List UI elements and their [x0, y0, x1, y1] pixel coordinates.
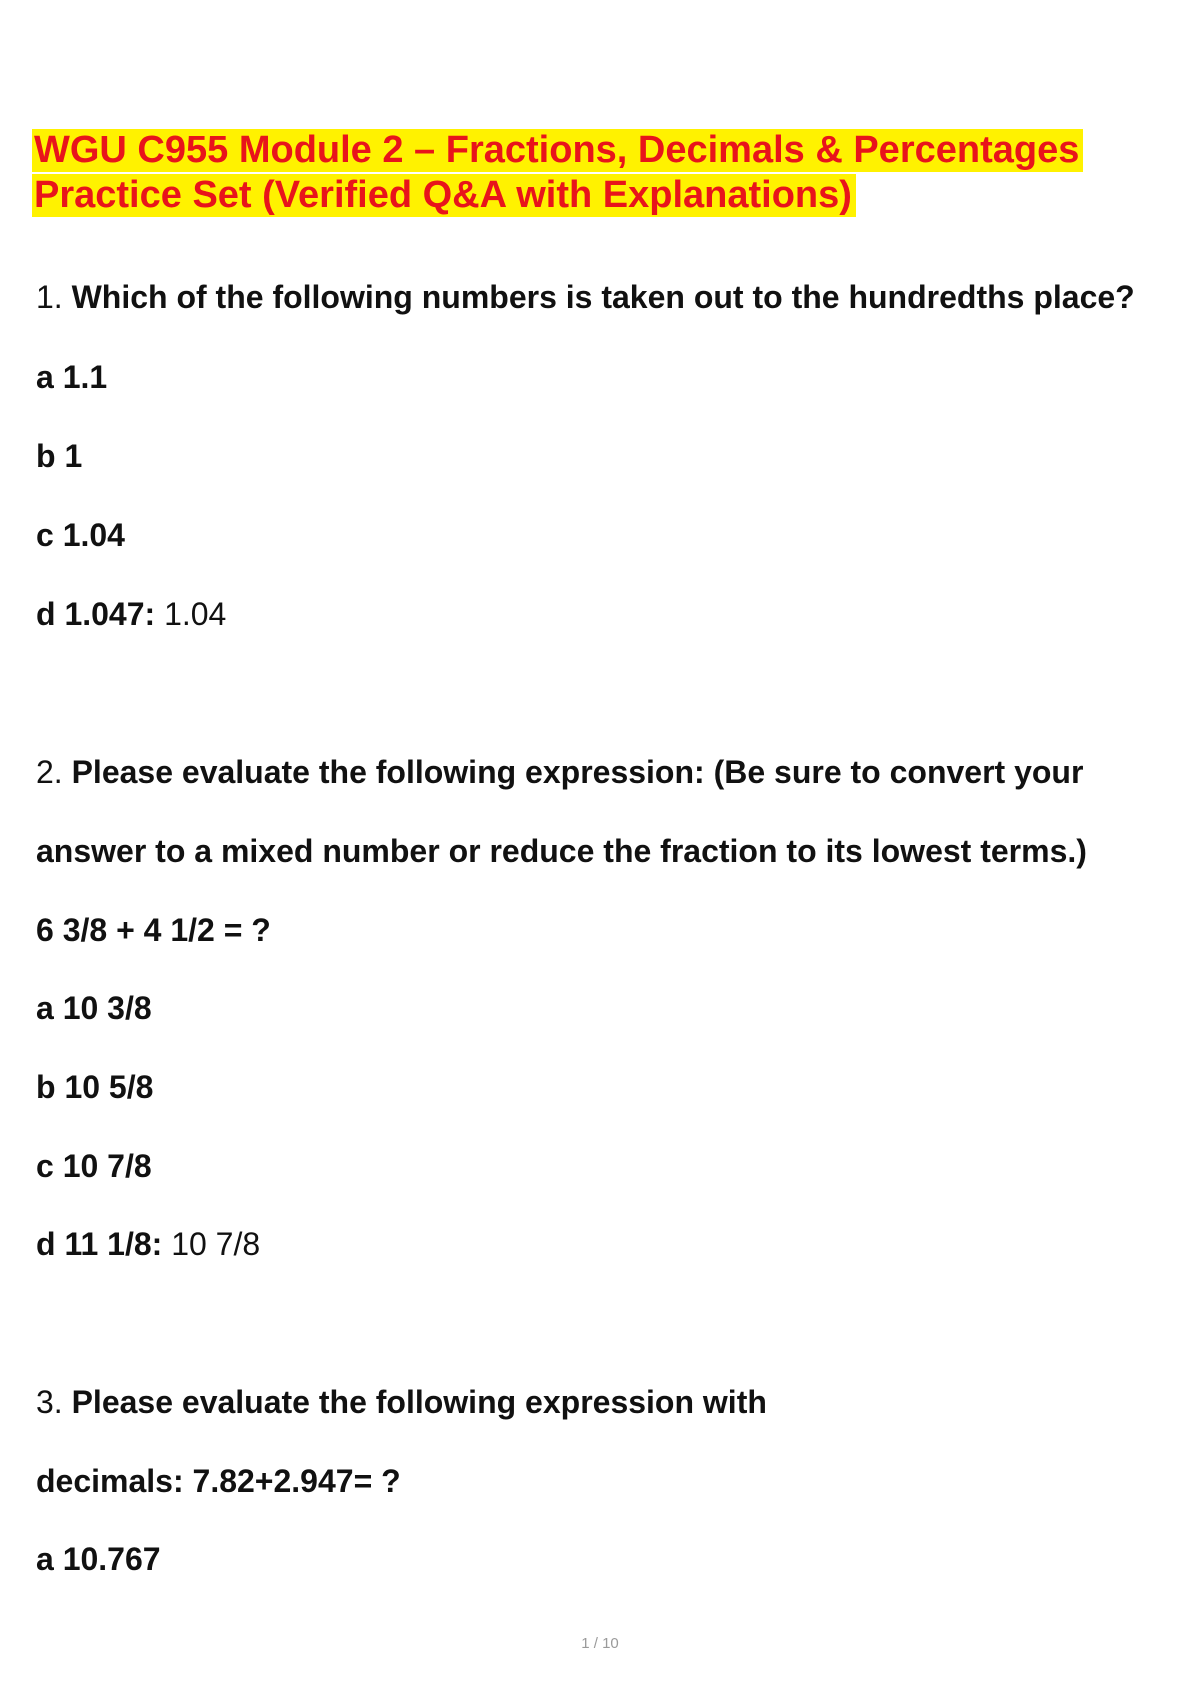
question-1-stem [36, 277, 1135, 317]
question-2-expression: 6 3/8 + 4 1/2 = ? [36, 912, 271, 948]
question-1-option-d-label: d 1.047: [36, 596, 156, 632]
question-2-stem-line-2: answer to a mixed number or reduce the fraction to its lowest terms.) [36, 833, 1087, 869]
question-3-option-a: a 10.767 [36, 1541, 161, 1577]
question-1-option-d [36, 594, 226, 634]
question-3-number: 3. [36, 1384, 63, 1420]
question-1-option-a: a 1.1 [36, 359, 108, 395]
question-3-text-line-1: Please evaluate the following expression with [71, 1384, 767, 1420]
page-number: 1 / 10 [581, 1635, 619, 1652]
question-1-answer: 1.04 [164, 596, 227, 632]
question-2-option-b: b 10 5/8 [36, 1069, 154, 1105]
question-2-option-c: c 10 7/8 [36, 1148, 152, 1184]
question-3-stem-line-1 [36, 1382, 767, 1422]
question-1-text: Which of the following numbers is taken out to the hundredths place? [71, 279, 1135, 315]
question-2-number: 2. [36, 754, 63, 790]
question-2-option-d [36, 1224, 260, 1264]
question-2-answer: 10 7/8 [171, 1226, 261, 1262]
document-title-text: WGU C955 Module 2 – Fractions, Decimals & Percentages Practice Set (Verified Q&A with Explanations) [32, 129, 1083, 217]
question-2-option-d-label: d 11 1/8: [36, 1226, 163, 1262]
question-2-text-line-1: Please evaluate the following expression: (Be sure to convert your [71, 754, 1084, 790]
question-2-option-a: a 10 3/8 [36, 990, 152, 1026]
question-3-stem-line-2: decimals: 7.82+2.947= ? [36, 1463, 401, 1499]
question-1-option-b: b 1 [36, 438, 83, 474]
question-1-option-c: c 1.04 [36, 517, 125, 553]
question-2-stem-line-1 [36, 752, 1083, 792]
document-title [32, 128, 1162, 218]
question-1-number: 1. [36, 279, 63, 315]
